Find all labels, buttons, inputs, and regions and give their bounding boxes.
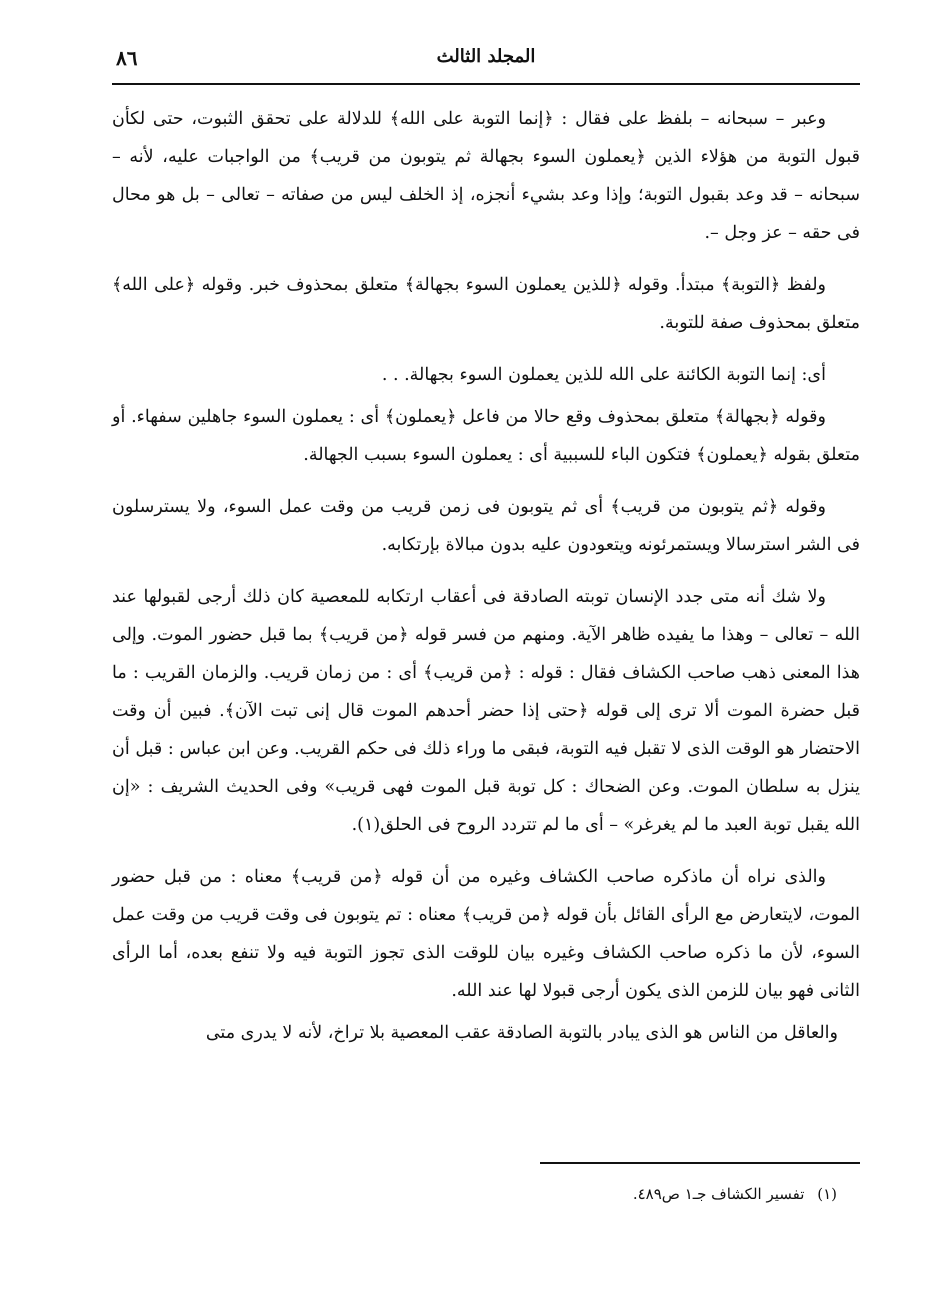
footnote-marker: (١) [817,1185,837,1203]
paragraph: ولا شك أنه متى جدد الإنسان توبته الصادقة فى أعقاب ارتكابه للمعصية كان ذلك أرجى لقبولها عند الله – تعالى – وهذا ما يفيده ظاهر الآية. ومنهم من فسر قوله ﴿من قريب﴾ بما قبل حضور الموت. وإلى هذا المعنى ذهب صاحب الكشاف فقال : قوله : ﴿من قريب﴾ أى : من زمان قريب. والزمان القريب : ما قبل حضرة الموت ألا ترى إلى قوله ﴿حتى إذا حضر أحدهم الموت قال إنى تبت الآن﴾. فبين أن وقت الاحتضار هو الوقت الذى لا تقبل فيه التوبة، فبقى ما وراء ذلك فى حكم القريب. وعن ابن عباس : قبل أن ينزل به سلطان الموت. وعن الضحاك : كل توبة قبل الموت فهى قريب» وفى الحديث الشريف : «إن الله يقبل توبة العبد ما لم يغرغر» – أى ما لم تتردد الروح فى الحلق(١). [112,587,860,835]
paragraph: أى: إنما التوبة الكائنة على الله للذين يعملون السوء بجهالة. . . [381,365,826,385]
page-header [112,46,860,82]
paragraph: وقوله ﴿بجهالة﴾ متعلق بمحذوف وقع حالا من فاعل ﴿يعملون﴾ أى : يعملون السوء جاهلين سفهاء. أو متعلق بقوله ﴿يعملون﴾ فتكون الباء للسببية أى : يعملون السوء بسبب الجهالة. [112,407,860,465]
footnote [112,1180,837,1208]
footnote-text: تفسير الكشاف جـ١ ص٤٨٩. [632,1185,805,1203]
page-number: ٨٦ [116,46,138,70]
paragraph: والعاقل من الناس هو الذى يبادر بالتوبة الصادقة عقب المعصية بلا تراخ، لأنه لا يدرى متى [205,1023,838,1043]
paragraph: وعبر – سبحانه – بلفظ على فقال : ﴿إنما التوبة على الله﴾ للدلالة على تحقق الثبوت، حتى لكأن قبول التوبة من هؤلاء الذين ﴿يعملون السوء بجهالة ثم يتوبون من قريب﴾ من الواجبات عليه، لأنه – سبحانه – قد وعد بقبول التوبة؛ وإذا وعد بشيء أنجزه، إذ الخلف ليس من صفاته – تعالى – بل هو محال فى حقه – عز وجل –. [112,109,860,243]
volume-title: المجلد الثالث [436,46,536,67]
header-divider [112,83,860,85]
body-text [112,100,860,1066]
paragraph: والذى نراه أن ماذكره صاحب الكشاف وغيره من أن قوله ﴿من قريب﴾ معناه : من قبل حضور الموت، لايتعارض مع الرأى القائل بأن قوله ﴿من قريب﴾ معناه : تم يتوبون فى وقت قريب من وقت عمل السوء، لأن ما ذكره صاحب الكشاف وغيره بيان للوقت الذى تجوز التوبة فيه ولا تنفع بعده، أما الرأى الثانى فهو بيان للزمن الذى يكون أرجى قبولا لها عند الله. [112,867,860,1001]
footnote-divider [540,1162,860,1164]
paragraph: وقوله ﴿ثم يتوبون من قريب﴾ أى ثم يتوبون فى زمن قريب من وقت عمل السوء، ولا يسترسلون فى الشر استرسالا ويستمرئونه ويتعودون عليه بدون مبالاة بإرتكابه. [112,497,860,555]
paragraph: ولفظ ﴿التوبة﴾ مبتدأ. وقوله ﴿للذين يعملون السوء بجهالة﴾ متعلق بمحذوف خبر. وقوله ﴿على الله﴾ متعلق بمحذوف صفة للتوبة. [112,275,860,333]
